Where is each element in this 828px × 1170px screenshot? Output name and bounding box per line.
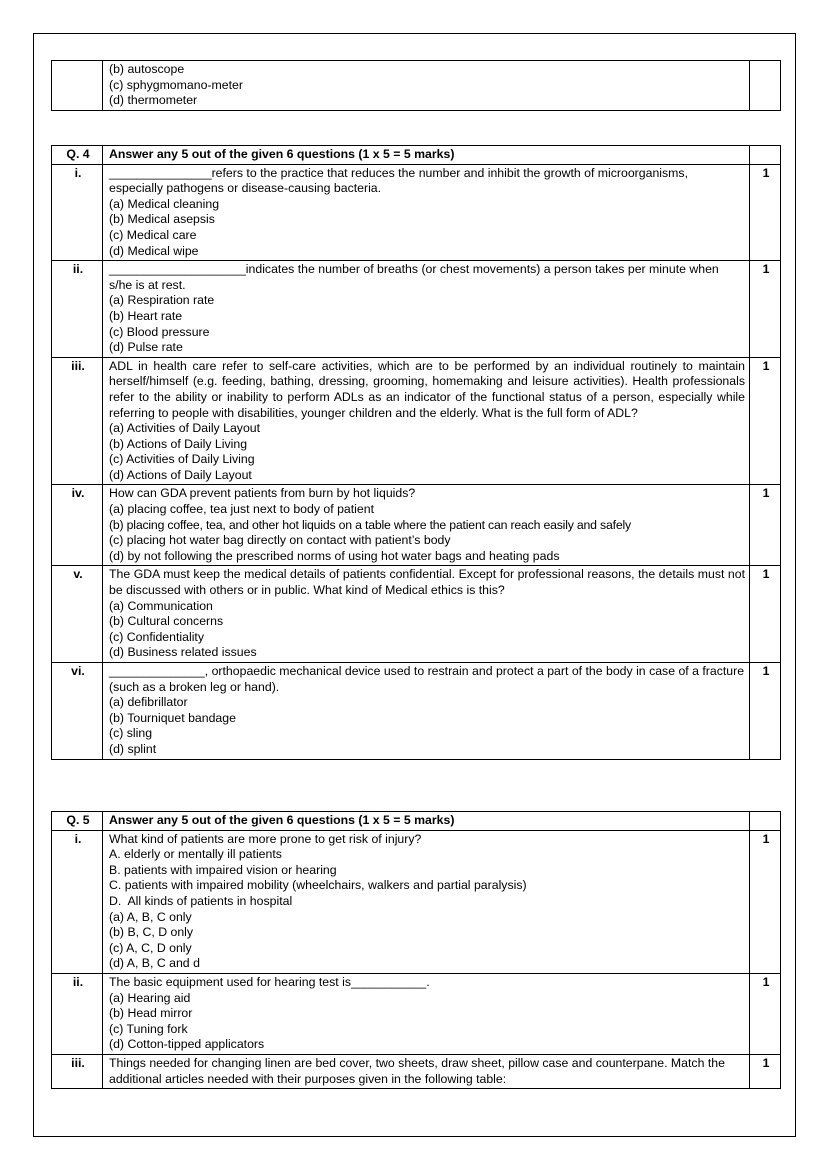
table-row	[52, 357, 781, 485]
marks	[750, 812, 781, 831]
option: D. All kinds of patients in hospital	[109, 893, 293, 908]
table-row	[52, 663, 781, 760]
option: (a) Hearing aid	[109, 990, 191, 1005]
question-item	[103, 663, 750, 760]
marks	[750, 146, 781, 165]
option: (d) splint	[109, 741, 157, 756]
item-number: iv.	[52, 485, 103, 566]
option: (b) autoscope	[109, 62, 185, 76]
question-stem: What kind of patients are more prone to get risk of injury?	[109, 831, 422, 846]
option: (c) Activities of Daily Living	[109, 452, 255, 467]
question-stem: How can GDA prevent patients from burn by hot liquids?	[109, 486, 416, 501]
item-number: iii.	[52, 1054, 103, 1088]
table-row	[52, 61, 781, 111]
option: (b) Actions of Daily Living	[109, 436, 248, 451]
option: (d) by not following the prescribed norms of using hot water bags and heating pads	[109, 548, 560, 563]
table-row	[52, 973, 781, 1054]
option: B. patients with impaired vision or hearing	[109, 862, 337, 877]
item-number: i.	[52, 164, 103, 261]
marks: 1	[750, 566, 781, 663]
table-row	[52, 566, 781, 663]
option: A. elderly or mentally ill patients	[109, 847, 282, 862]
question-item	[103, 164, 750, 261]
option: (d) Pulse rate	[109, 340, 183, 355]
table-header-row	[52, 146, 781, 165]
item-number: vi.	[52, 663, 103, 760]
option: (b) B, C, D only	[109, 925, 194, 940]
option: (c) Confidentiality	[109, 629, 204, 644]
option: (c) Tuning fork	[109, 1021, 188, 1036]
marks: 1	[750, 261, 781, 358]
question-item	[103, 261, 750, 358]
question-stem: _______________refers to the practice that reduces the number and inhibit the growth of microorganisms, especially pathogens or disease-causing bacteria.	[109, 165, 688, 196]
option: (b) placing coffee, tea, and other hot liquids on a table where the patient can reach easily and safely	[109, 517, 631, 532]
question-item	[103, 830, 750, 973]
option: (b) Cultural concerns	[109, 614, 224, 629]
question-stem: Things needed for changing linen are bed cover, two sheets, draw sheet, pillow case and counterpane. Match the additional articles needed with their purposes given in the following table:	[109, 1055, 725, 1086]
option: (a) Medical cleaning	[109, 196, 220, 211]
question-heading: Answer any 5 out of the given 6 questions (1 x 5 = 5 marks)	[103, 812, 750, 831]
question-number	[52, 61, 103, 111]
question-stem: The GDA must keep the medical details of patients confidential. Except for professional reasons, the details must not be discussed with others or in public. What kind of Medical ethics is this?	[109, 567, 745, 598]
marks: 1	[750, 663, 781, 760]
item-number: i.	[52, 830, 103, 973]
continuation-table	[51, 60, 781, 111]
marks: 1	[750, 485, 781, 566]
option: (d) Medical wipe	[109, 243, 199, 258]
marks: 1	[750, 830, 781, 973]
option: (d) Cotton-tipped applicators	[109, 1037, 265, 1052]
item-number: iii.	[52, 357, 103, 485]
table-row	[52, 830, 781, 973]
question-label: Q. 4	[52, 146, 103, 165]
marks: 1	[750, 357, 781, 485]
question-body	[103, 61, 750, 111]
option: (c) Medical care	[109, 227, 197, 242]
option: (c) A, C, D only	[109, 940, 192, 955]
item-number: v.	[52, 566, 103, 663]
question-item	[103, 485, 750, 566]
question-item	[103, 1054, 750, 1088]
question-stem: The basic equipment used for hearing test is___________.	[109, 974, 430, 989]
option: (b) Heart rate	[109, 308, 183, 323]
option: (c) Blood pressure	[109, 324, 210, 339]
option: (d) Actions of Daily Layout	[109, 467, 252, 482]
option: (c) sling	[109, 726, 153, 741]
question-item	[103, 566, 750, 663]
table-row	[52, 164, 781, 261]
table-header-row	[52, 812, 781, 831]
option: C. patients with impaired mobility (wheelchairs, walkers and partial paralysis)	[109, 878, 527, 893]
option: (b) Medical asepsis	[109, 212, 215, 227]
option: (a) Activities of Daily Layout	[109, 421, 261, 436]
option: (a) defibrillator	[109, 695, 188, 710]
table-row	[52, 485, 781, 566]
marks: 1	[750, 1054, 781, 1088]
table-row	[52, 1054, 781, 1088]
option: (b) Tourniquet bandage	[109, 710, 236, 725]
option: (d) Business related issues	[109, 645, 257, 660]
question-table-q5	[51, 811, 781, 1089]
option: (a) Respiration rate	[109, 293, 215, 308]
option: (a) Communication	[109, 598, 213, 613]
marks: 1	[750, 164, 781, 261]
option: (c) placing hot water bag directly on contact with patient’s body	[109, 533, 451, 548]
question-table-q4	[51, 145, 781, 760]
question-stem: ______________, orthopaedic mechanical device used to restrain and protect a part of the body in case of a fracture (such as a broken leg or hand).	[109, 664, 745, 694]
item-number: ii.	[52, 261, 103, 358]
option: (d) thermometer	[109, 93, 198, 108]
option: (c) sphygmomano-meter	[109, 77, 243, 92]
item-number: ii.	[52, 973, 103, 1054]
option: (a) placing coffee, tea just next to body of patient	[109, 502, 375, 517]
question-item	[103, 973, 750, 1054]
marks: 1	[750, 973, 781, 1054]
option: (b) Head mirror	[109, 1006, 193, 1021]
table-row	[52, 261, 781, 358]
option: (d) A, B, C and d	[109, 956, 200, 971]
option: (a) A, B, C only	[109, 909, 192, 924]
question-stem: ADL in health care refer to self-care activities, which are to be performed by an individual routinely to maintain herself/himself (e.g. feeding, bathing, dressing, grooming, homemaking and leisure activities). Health professionals refer to the ability or inability to perform ADLs as an indicator of the functional status of a person, especially while referring to people with disabilities, younger children and the elderly. What is the full form of ADL?	[109, 358, 745, 420]
question-heading: Answer any 5 out of the given 6 questions (1 x 5 = 5 marks)	[103, 146, 750, 165]
question-label: Q. 5	[52, 812, 103, 831]
question-item	[103, 357, 750, 485]
marks	[750, 61, 781, 111]
question-stem: ____________________indicates the number of breaths (or chest movements) a person takes per minute when s/he is at rest.	[109, 262, 719, 292]
